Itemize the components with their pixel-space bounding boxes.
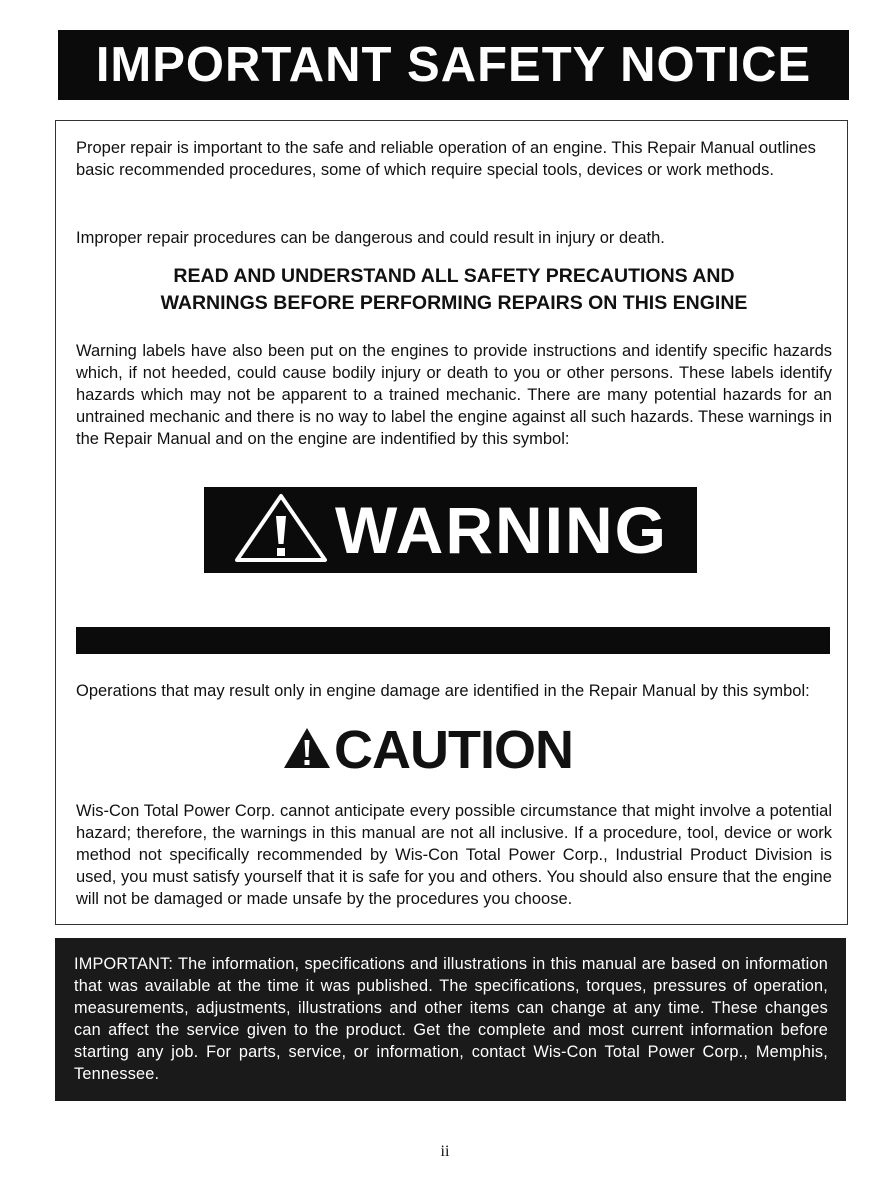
- warning-divider-bar: [76, 627, 830, 654]
- caution-word: CAUTION: [334, 720, 573, 780]
- title-banner: [58, 30, 849, 100]
- important-body: The information, specifications and illustrations in this manual are based on information that was available at the time it was published. The specifications, torques, pressures of operation, measurements, adjustments, illustrations and other items can change at any time. These changes can affect the service given to the product. Get the complete and most current information before starting any job. For parts, service, or information, contact Wis-Con Total Power Corp., Memphis, Tennessee.: [74, 955, 828, 1083]
- page-number: ii: [440, 1143, 450, 1160]
- warning-labels-paragraph: Warning labels have also been put on the engines to provide instructions and identify specific hazards which, if not heeded, could cause bodily injury or death to you or other persons. These labels identify hazards which may not be apparent to a trained mechanic. There are many potential hazards for an untrained mechanic and there is no way to label the engine against all such hazards. These warnings in the Repair Manual and on the engine are indentified by this symbol:: [76, 342, 832, 448]
- important-notice-text: [74, 953, 828, 1085]
- caution-triangle-icon: [282, 726, 332, 775]
- precautions-heading-line-2: WARNINGS BEFORE PERFORMING REPAIRS ON THIS ENGINE: [160, 292, 748, 314]
- precautions-heading-line-1: READ AND UNDERSTAND ALL SAFETY PRECAUTIONS AND: [173, 265, 735, 287]
- important-notice-box: [55, 938, 846, 1101]
- important-label: IMPORTANT:: [74, 955, 174, 973]
- caution-intro-paragraph: Operations that may result only in engine damage are identified in the Repair Manual by this symbol:: [76, 682, 810, 700]
- intro-paragraph-1: Proper repair is important to the safe and reliable operation of an engine. This Repair Manual outlines basic recommended procedures, some of which require special tools, devices or work methods.: [76, 139, 816, 179]
- warning-word: WARNING: [335, 493, 668, 567]
- caution-symbol: [282, 718, 573, 782]
- warning-triangle-icon: [233, 492, 329, 569]
- warning-symbol: [204, 487, 697, 573]
- page-title: IMPORTANT SAFETY NOTICE: [95, 38, 812, 92]
- disclaimer-paragraph: Wis-Con Total Power Corp. cannot anticipate every possible circumstance that might involve a potential hazard; therefore, the warnings in this manual are not all inclusive. If a procedure, tool, device or work method not specifically recommended by Wis-Con Total Power Corp., Industrial Product Division is used, you must satisfy yourself that it is safe for you and others. You should also ensure that the engine will not be damaged or made unsafe by the procedures you choose.: [76, 802, 832, 908]
- intro-paragraph-2: Improper repair procedures can be dangerous and could result in injury or death.: [76, 229, 665, 247]
